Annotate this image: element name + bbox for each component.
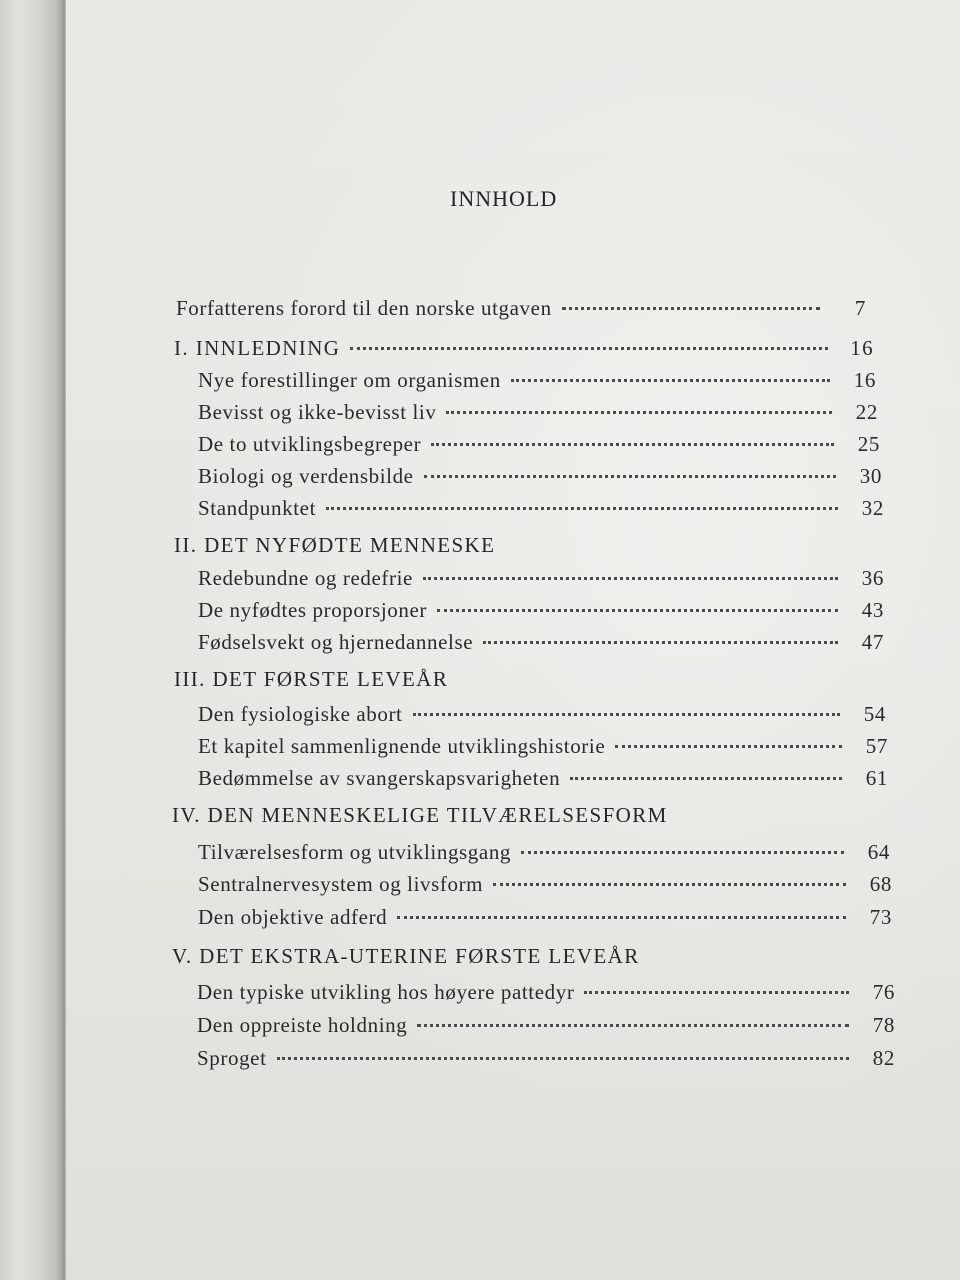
- dot-leader: [511, 379, 830, 382]
- toc-entry-text: Bevisst og ikke-bevisst liv: [198, 400, 437, 424]
- dot-leader: [326, 507, 838, 510]
- toc-entry: [198, 566, 884, 591]
- dot-leader: [423, 577, 838, 580]
- toc-page-number: 22: [855, 400, 878, 424]
- toc-chapter-3: III. DET FØRSTE LEVEÅR: [174, 667, 449, 691]
- toc-entry: [198, 734, 888, 759]
- toc-heading: INNHOLD: [450, 186, 558, 211]
- toc-page-number: 7: [854, 296, 866, 320]
- toc-entry: [198, 598, 884, 623]
- toc-page-number: 68: [869, 872, 892, 896]
- toc-entry-text: De nyfødtes proporsjoner: [198, 598, 428, 622]
- toc-entry-foreword: [176, 296, 866, 321]
- dot-leader: [446, 411, 832, 414]
- toc-entry: [198, 905, 892, 930]
- toc-entry-text: Den oppreiste holdning: [197, 1013, 408, 1037]
- dot-leader: [437, 609, 838, 612]
- toc-chapter-2: II. DET NYFØDTE MENNESKE: [174, 533, 496, 557]
- toc-page-number: 57: [865, 734, 888, 758]
- toc-entry: [198, 766, 888, 791]
- toc-page-number: 16: [850, 336, 874, 360]
- toc-chapter-5: V. DET EKSTRA-UTERINE FØRSTE LEVEÅR: [172, 944, 640, 968]
- toc-page-number: 76: [872, 980, 895, 1004]
- chapter-title: I. INNLEDNING: [174, 336, 341, 360]
- toc-entry: [198, 872, 892, 897]
- toc-entry: [198, 496, 884, 521]
- toc-entry: [198, 400, 878, 425]
- toc-chapter-4: IV. DEN MENNESKELIGE TILVÆRELSESFORM: [172, 803, 668, 827]
- toc-page-number: 32: [861, 496, 884, 520]
- toc-entry-text: Nye forestillinger om organismen: [198, 368, 501, 392]
- dot-leader: [570, 777, 842, 780]
- dot-leader: [615, 745, 842, 748]
- toc-entry-text: Tilværelsesform og utviklingsgang: [198, 840, 512, 864]
- toc-entry: [197, 1013, 895, 1038]
- toc-entry-text: Bedømmelse av svangerskapsvarigheten: [198, 766, 561, 790]
- toc-page-number: 30: [859, 464, 882, 488]
- toc-entry-text: Den typiske utvikling hos høyere pattedyr: [197, 980, 575, 1004]
- toc-entry-text: Den fysiologiske abort: [198, 702, 403, 726]
- dot-leader: [521, 851, 844, 854]
- toc-entry: [198, 464, 882, 489]
- dot-leader: [483, 641, 838, 644]
- dot-leader: [417, 1024, 849, 1027]
- toc-entry: [198, 702, 886, 727]
- toc-page-number: 82: [872, 1046, 895, 1070]
- dot-leader: [431, 443, 834, 446]
- toc-page-number: 36: [861, 566, 884, 590]
- toc-entry: [198, 840, 890, 865]
- toc-page-number: 73: [869, 905, 892, 929]
- toc-page-number: 54: [863, 702, 886, 726]
- toc-chapter-1: [174, 336, 874, 361]
- toc-entry-text: Den objektive adferd: [198, 905, 388, 929]
- toc-entry-text: Sproget: [197, 1046, 267, 1070]
- toc-page-number: 43: [861, 598, 884, 622]
- toc-page-number: 64: [867, 840, 890, 864]
- toc-page-number: 25: [857, 432, 880, 456]
- book-page: [66, 0, 960, 1280]
- toc-entry: [197, 980, 895, 1005]
- book-gutter: [62, 0, 65, 1280]
- toc-page-number: 61: [865, 766, 888, 790]
- dot-leader: [424, 475, 836, 478]
- toc-entry-text: Forfatterens forord til den norske utgaven: [176, 296, 552, 320]
- toc-page-number: 78: [872, 1013, 895, 1037]
- previous-page-edge: [0, 0, 62, 1280]
- toc-entry: [198, 368, 876, 393]
- toc-entry-text: Fødselsvekt og hjernedannelse: [198, 630, 474, 654]
- dot-leader: [562, 307, 820, 310]
- toc-entry-text: Redebundne og redefrie: [198, 566, 413, 590]
- toc-page-number: 16: [853, 368, 876, 392]
- dot-leader: [397, 916, 846, 919]
- table-of-contents: [66, 0, 960, 1280]
- toc-entry-text: Biologi og verdensbilde: [198, 464, 414, 488]
- toc-entry: [198, 432, 880, 457]
- dot-leader: [584, 991, 849, 994]
- dot-leader: [413, 713, 841, 716]
- toc-entry: [198, 630, 884, 655]
- toc-entry-text: Et kapitel sammenlignende utviklingshistorie: [198, 734, 606, 758]
- toc-entry-text: De to utviklingsbegreper: [198, 432, 422, 456]
- dot-leader: [493, 883, 846, 886]
- toc-page-number: 47: [861, 630, 884, 654]
- toc-entry-text: Standpunktet: [198, 496, 317, 520]
- dot-leader: [350, 347, 828, 350]
- dot-leader: [277, 1057, 849, 1060]
- toc-entry: [197, 1046, 895, 1071]
- toc-entry-text: Sentralnervesystem og livsform: [198, 872, 484, 896]
